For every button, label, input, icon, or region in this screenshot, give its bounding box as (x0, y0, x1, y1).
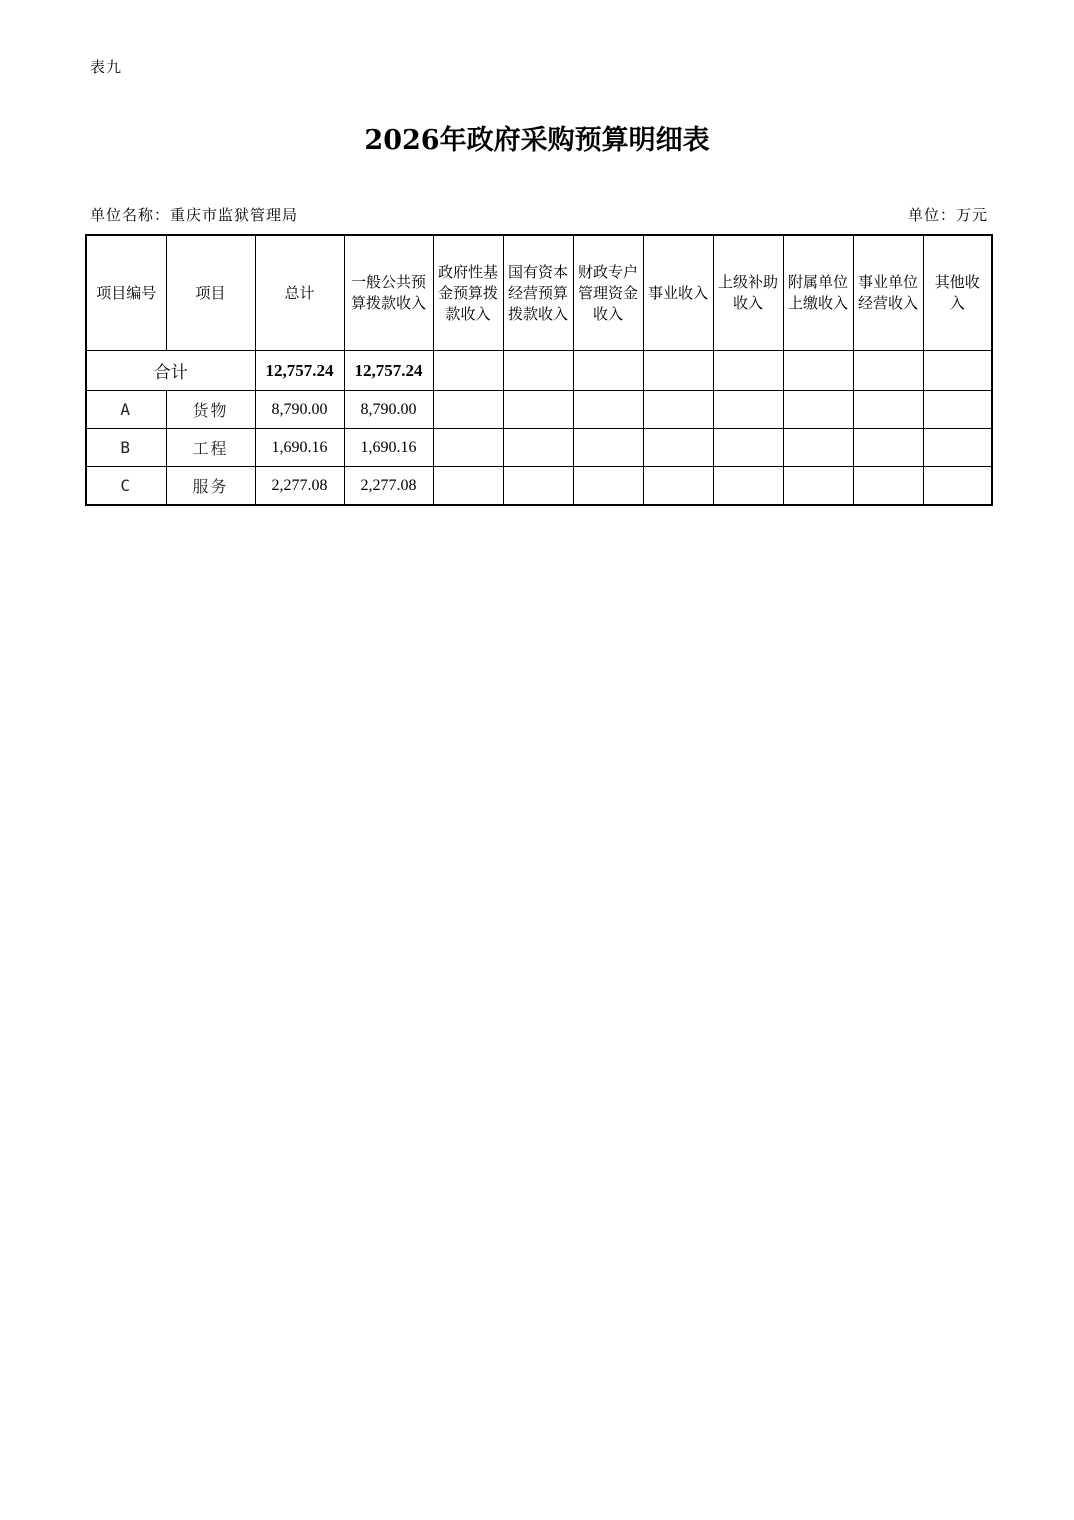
empty-cell (573, 467, 643, 506)
header-row (86, 235, 992, 351)
empty-cell (853, 351, 923, 391)
empty-cell (923, 429, 992, 467)
code-cell: C (86, 467, 166, 506)
col-header-total: 总计 (255, 235, 344, 351)
col-header-subsidiary-remittance: 附属单位上缴收入 (783, 235, 853, 351)
empty-cell (713, 467, 783, 506)
empty-cell (923, 467, 992, 506)
empty-cell (433, 391, 503, 429)
general-budget-cell: 12,757.24 (344, 351, 433, 391)
empty-cell (573, 391, 643, 429)
col-header-other-income: 其他收入 (923, 235, 992, 351)
empty-cell (503, 429, 573, 467)
budget-table (85, 234, 993, 506)
page-title: 2026年政府采购预算明细表 (364, 125, 710, 156)
empty-cell (503, 351, 573, 391)
empty-cell (643, 391, 713, 429)
empty-cell (923, 351, 992, 391)
col-header-item: 项目 (166, 235, 255, 351)
empty-cell (853, 467, 923, 506)
empty-cell (923, 391, 992, 429)
empty-cell (643, 467, 713, 506)
empty-cell (713, 351, 783, 391)
total-row (86, 351, 992, 391)
page-label: 表九 (90, 58, 123, 76)
empty-cell (783, 391, 853, 429)
total-cell: 8,790.00 (255, 391, 344, 429)
empty-cell (643, 351, 713, 391)
total-cell: 2,277.08 (255, 467, 344, 506)
empty-cell (573, 429, 643, 467)
empty-cell (433, 467, 503, 506)
general-budget-cell: 1,690.16 (344, 429, 433, 467)
col-header-operating-income: 事业单位经营收入 (853, 235, 923, 351)
empty-cell (433, 429, 503, 467)
table-row (86, 467, 992, 506)
code-cell: B (86, 429, 166, 467)
col-header-general-public-budget: 一般公共预算拨款收入 (344, 235, 433, 351)
unit-label: 单位：万元 (907, 206, 988, 224)
total-label: 合计 (86, 351, 255, 391)
empty-cell (573, 351, 643, 391)
col-header-superior-subsidy: 上级补助收入 (713, 235, 783, 351)
total-cell: 1,690.16 (255, 429, 344, 467)
empty-cell (713, 391, 783, 429)
table-row (86, 429, 992, 467)
general-budget-cell: 2,277.08 (344, 467, 433, 506)
code-cell: A (86, 391, 166, 429)
empty-cell (783, 429, 853, 467)
item-cell: 工程 (166, 429, 255, 467)
col-header-government-fund: 政府性基金预算拨款收入 (433, 235, 503, 351)
empty-cell (433, 351, 503, 391)
empty-cell (503, 391, 573, 429)
total-cell: 12,757.24 (255, 351, 344, 391)
item-cell: 服务 (166, 467, 255, 506)
empty-cell (713, 429, 783, 467)
empty-cell (853, 429, 923, 467)
col-header-code: 项目编号 (86, 235, 166, 351)
unit-name: 单位名称：重庆市监狱管理局 (90, 206, 299, 224)
empty-cell (643, 429, 713, 467)
col-header-state-capital: 国有资本经营预算拨款收入 (503, 235, 573, 351)
col-header-business-income: 事业收入 (643, 235, 713, 351)
empty-cell (783, 467, 853, 506)
empty-cell (853, 391, 923, 429)
empty-cell (503, 467, 573, 506)
item-cell: 货物 (166, 391, 255, 429)
table-row (86, 391, 992, 429)
empty-cell (783, 351, 853, 391)
general-budget-cell: 8,790.00 (344, 391, 433, 429)
col-header-special-account: 财政专户管理资金收入 (573, 235, 643, 351)
